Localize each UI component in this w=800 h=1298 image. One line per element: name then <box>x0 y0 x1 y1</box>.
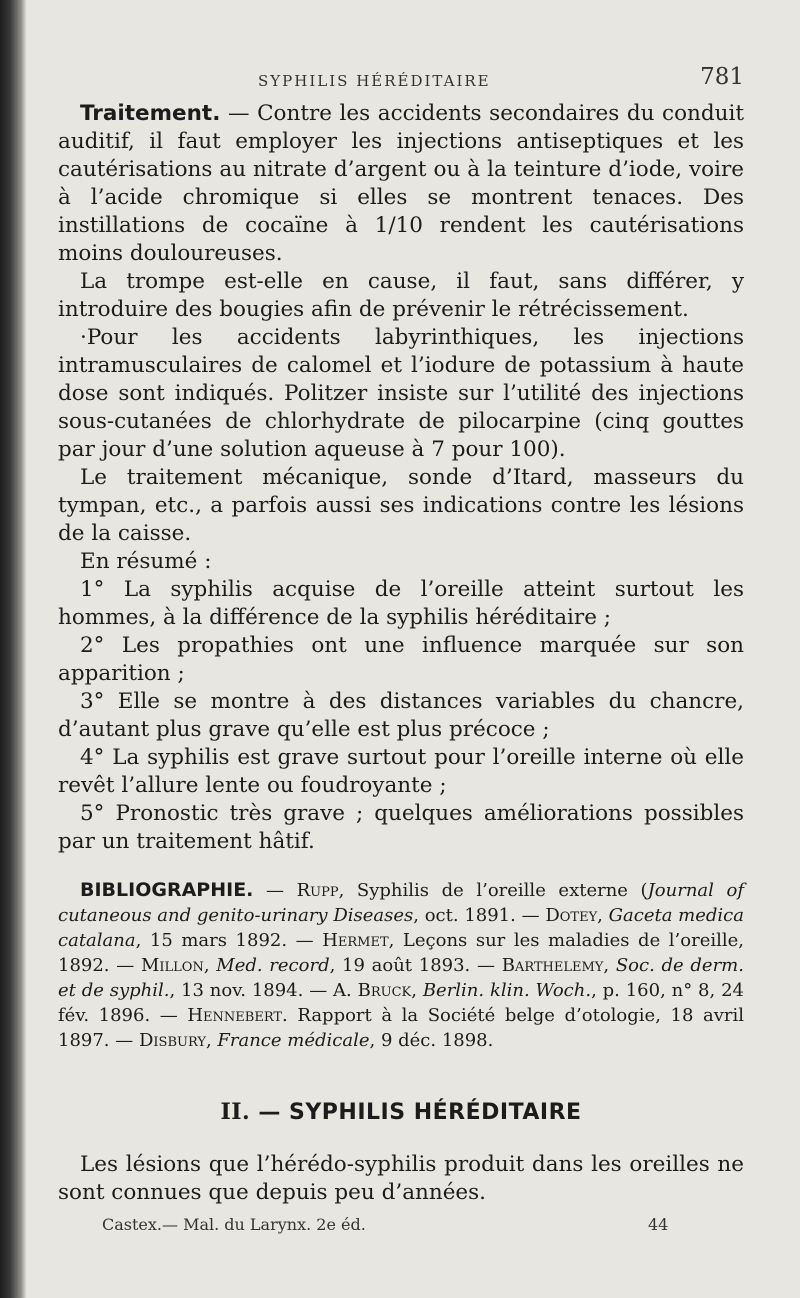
summary-item-4: 4° La syphilis est grave surtout pour l’oreille interne où elle revêt l’allure lente ou foudroyante ; <box>58 745 744 798</box>
bib-journal: Gaceta medica catalana <box>58 905 744 951</box>
bib-text: , <box>411 980 423 1001</box>
section-title: SYPHILIS HÉRÉDITAIRE <box>289 1100 582 1125</box>
bib-author: Millon <box>140 955 204 976</box>
bib-text: , Leçons sur les maladies de l’oreille, 1892. — <box>58 930 744 976</box>
bib-author: Dotey <box>545 905 598 926</box>
bib-text: , 9 déc. 1898. <box>369 1030 494 1051</box>
bib-text: , Syphilis de l’oreille externe ( <box>338 880 648 901</box>
section-heading <box>58 1099 744 1125</box>
paragraph-labyrinthiques: ·Pour les accidents labyrinthiques, les injections intramusculaires de calomel et l’iodure de potassium à haute dose sont indiqués. Politzer insiste sur l’utilité des injections sous-cutanées de chlorhydrate de pilocarpine (cinq gouttes par jour d’une solution aqueuse à 7 pour 100). <box>58 325 744 462</box>
running-head <box>58 60 744 100</box>
paragraph-text: — Contre les accidents secondaires du conduit auditif, il faut employer les injections antiseptiques et les cautérisations au nitrate d’argent ou à la teinture d’iode, voire à l’acide chromique si elles se montrent tenaces. Des instillations de cocaïne à 1/10 rendent les cautérisations moins douloureuses. <box>58 101 744 266</box>
paragraph-traitement-mecanique: Le traitement mécanique, sonde d’Itard, masseurs du tympan, etc., a parfois aussi ses indications contre les lésions de la caisse. <box>58 465 744 546</box>
paragraph-trompe: La trompe est-elle en cause, il faut, sans différer, y introduire des bougies afin de prévenir le rétrécissement. <box>58 269 744 322</box>
running-title: SYPHILIS HÉRÉDITAIRE <box>258 72 491 90</box>
summary-item-1: 1° La syphilis acquise de l’oreille atteint surtout les hommes, à la différence de la syphilis héréditaire ; <box>58 577 744 630</box>
bib-text: , <box>205 1030 218 1051</box>
bibliography-label: BIBLIOGRAPHIE. <box>80 879 254 901</box>
bib-text: — <box>253 880 297 901</box>
bib-text: , 19 août 1893. — <box>329 955 502 976</box>
bib-journal: Med. record <box>216 955 330 976</box>
paragraph-en-resume: En résumé : <box>80 549 212 574</box>
bib-journal: Berlin. klin. Woch. <box>422 980 592 1001</box>
section-paragraph: Les lésions que l’hérédo-syphilis produit dans les oreilles ne sont connues que depuis peu d’années. <box>58 1152 744 1205</box>
bib-author: Bruck <box>357 980 412 1001</box>
section-dash: — <box>250 1100 290 1125</box>
bib-text: , 15 mars 1892. — <box>135 930 323 951</box>
book-gutter-shadow <box>0 0 26 1298</box>
bib-journal: Journal of cutaneous and genito-urinary Diseases <box>58 880 744 926</box>
page-footer <box>58 1215 744 1239</box>
bib-author: Disbury <box>138 1030 206 1051</box>
bib-author: Hennebert <box>187 1005 283 1026</box>
page-number: 781 <box>700 64 744 90</box>
paragraph-traitement <box>58 100 744 268</box>
bib-text: , 13 nov. 1894. — A. <box>169 980 358 1001</box>
footer-sheet-number: 44 <box>648 1215 669 1234</box>
paragraph-lead-traitement: Traitement. <box>80 101 221 126</box>
bib-text: . Rapport à la Société belge d’otologie, 18 avril 1897. — <box>58 1005 745 1051</box>
page-text-block <box>58 60 744 1239</box>
summary-item-5: 5° Pronostic très grave ; quelques améliorations possibles par un traitement hâtif. <box>58 801 744 854</box>
bib-text: , p. 160, n° 8, 24 fév. 1896. — <box>58 980 744 1026</box>
footer-signature: Castex.— Mal. du Larynx. 2e éd. <box>102 1215 366 1234</box>
bib-text: , <box>203 955 217 976</box>
bib-author: Barthelemy <box>501 955 604 976</box>
bib-journal: France médicale <box>217 1030 370 1051</box>
bib-author: Hermet <box>322 930 389 951</box>
bib-author: Rupp <box>296 880 339 901</box>
bib-text: , oct. 1891. — <box>413 905 546 926</box>
bib-journal: Soc. de derm. et de syphil. <box>58 955 744 1001</box>
bib-text: , <box>603 955 616 976</box>
summary-item-3: 3° Elle se montre à des distances variables du chancre, d’autant plus grave qu’elle est plus précoce ; <box>58 689 744 742</box>
bib-text: , <box>597 905 609 926</box>
section-number: II. <box>220 1099 251 1125</box>
summary-item-2: 2° Les propathies ont une influence marquée sur son apparition ; <box>58 633 744 686</box>
bibliography <box>58 878 744 1053</box>
